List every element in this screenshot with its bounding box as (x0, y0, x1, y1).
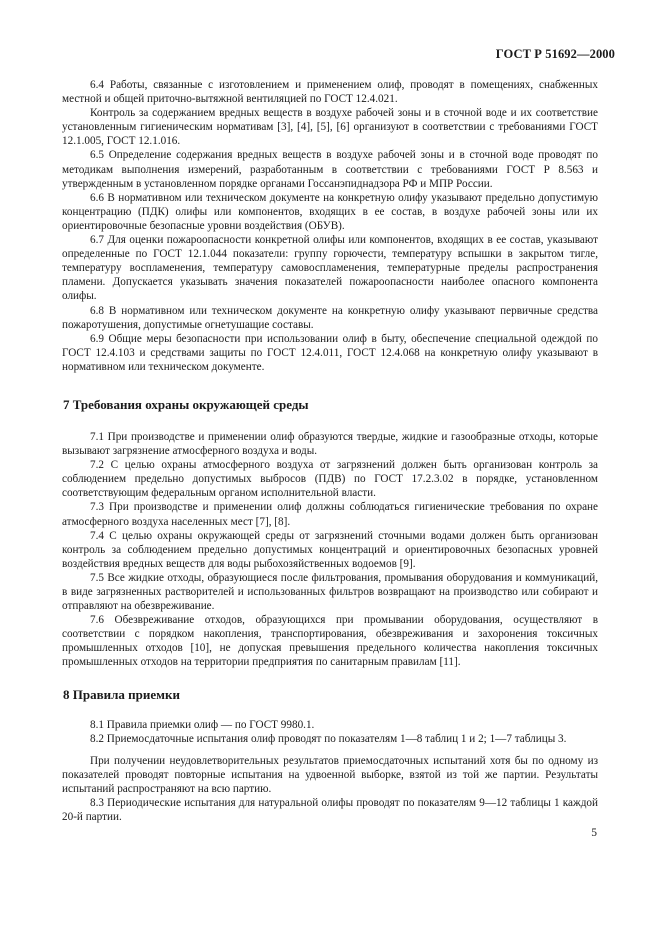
paragraph-6-6: 6.6 В нормативном или техническом документе на конкретную олифу указывают предельно допустимую концентрацию (ПДК) олифы или компонентов, входящих в ее состав, в воздухе рабочей зоны или их ориентировочные безопасные уровни воздействия (ОБУВ). (62, 191, 598, 232)
paragraph-6-9: 6.9 Общие меры безопасности при использовании олиф в быту, обеспечение специальной одеждой по ГОСТ 12.4.103 и средствами защиты по ГОСТ 12.4.011, ГОСТ 12.4.068 на конкретную олифу указывают в нормативном или техническом документе. (62, 332, 598, 373)
paragraph-7-2: 7.2 С целью охраны атмосферного воздуха от загрязнений должен быть организован контроль за соблюдением предельно допустимых выбросов (ПДВ) по ГОСТ 17.2.3.02 в порядке, установленном соответствующим федеральным органом исполнительной власти. (62, 459, 598, 500)
paragraph-7-5: 7.5 Все жидкие отходы, образующиеся после фильтрования, промывания оборудования и коммуникаций, в виде загрязненных растворителей и использованных фильтров возвращают на производство или собирают и отправляют на обезвреживание. (62, 571, 598, 613)
paragraph-6-5: 6.5 Определение содержания вредных веществ в воздухе рабочей зоны и в сточной воде проводят по методикам выполнения измерений, разработанным в соответствии с требованиями ГОСТ Р 8.563 и утвержденным в установленном порядке органами Госсанэпиднадзора РФ и МПР России. (62, 149, 598, 190)
paragraph-7-4: 7.4 С целью охраны окружающей среды от загрязнений сточными водами должен быть организован контроль за соблюдением предельно допустимых концентраций и ориентировочных безопасных уровней воздействия вредных веществ для воды рыбохозяйственных водоемов [9]. (62, 529, 598, 570)
paragraph-8-2-repeat: При получении неудовлетворительных результатов приемосдаточных испытаний хотя бы по одному из показателей проводят повторные испытания на удвоенной выборке, взятой из той же партии. Результаты испытаний распространяют на всю партию. (62, 754, 598, 795)
paragraph-7-3: 7.3 При производстве и применении олиф должны соблюдаться гигиенические требования по охране атмосферного воздуха населенных мест [7], [8]. (62, 501, 598, 528)
document-code-header: ГОСТ Р 51692—2000 (495, 47, 615, 61)
paragraph-6-8: 6.8 В нормативном или техническом документе на конкретную олифу указывают первичные средства пожаротушения, допустимые огнетушащие составы. (62, 304, 598, 331)
paragraph-8-2: 8.2 Приемосдаточные испытания олиф проводят по показателям 1—8 таблиц 1 и 2; 1—7 таблицы 3. (90, 732, 567, 745)
section-7-title: 7 Требования охраны окружающей среды (63, 396, 309, 412)
page-content (62, 78, 598, 824)
paragraph-7-6: 7.6 Обезвреживание отходов, образующихся при промывании оборудования, осуществляют в соответствии с порядком накопления, транспортирования, обезвреживания и захоронения токсичных промышленных отходов [10], не допуская превышения предельного количества накопления токсичных промышленных отходов на территории предприятия по санитарным правилам [11]. (62, 614, 598, 669)
page-number: 5 (591, 827, 597, 839)
paragraph-6-4-control: Контроль за содержанием вредных веществ в воздухе рабочей зоны и в сточной воде и их соответствие установленным гигиеническим нормативам [3], [4], [5], [6] организуют в соответствии с требованиями ГОСТ 12.1.005, ГОСТ 12.1.016. (62, 107, 598, 148)
section-8-title: 8 Правила приемки (63, 686, 180, 702)
paragraph-8-3: 8.3 Периодические испытания для натуральной олифы проводят по показателям 9—12 таблицы 1 каждой 20-й партии. (62, 797, 598, 824)
paragraph-6-4: 6.4 Работы, связанные с изготовлением и применением олиф, проводят в помещениях, снабженных местной и общей приточно-вытяжной вентиляцией по ГОСТ 12.4.021. (62, 79, 598, 106)
paragraph-8-1: 8.1 Правила приемки олиф — по ГОСТ 9980.1. (90, 718, 315, 731)
paragraph-7-1: 7.1 При производстве и применении олиф образуются твердые, жидкие и газообразные отходы, которые вызывают загрязнение атмосферного воздуха и воды. (62, 430, 598, 458)
paragraph-6-7: 6.7 Для оценки пожароопасности конкретной олифы или компонентов, входящих в ее состав, указывают определенные по ГОСТ 12.1.044 показатели: группу горючести, температуру вспышки в закрытом тигле, температуру воспламенения, температуру самовоспламенения, температурные пределы распространения пламени. Допускается указывать значения показателей пожароопасности наиболее опасного компонента олифы. (62, 234, 598, 303)
